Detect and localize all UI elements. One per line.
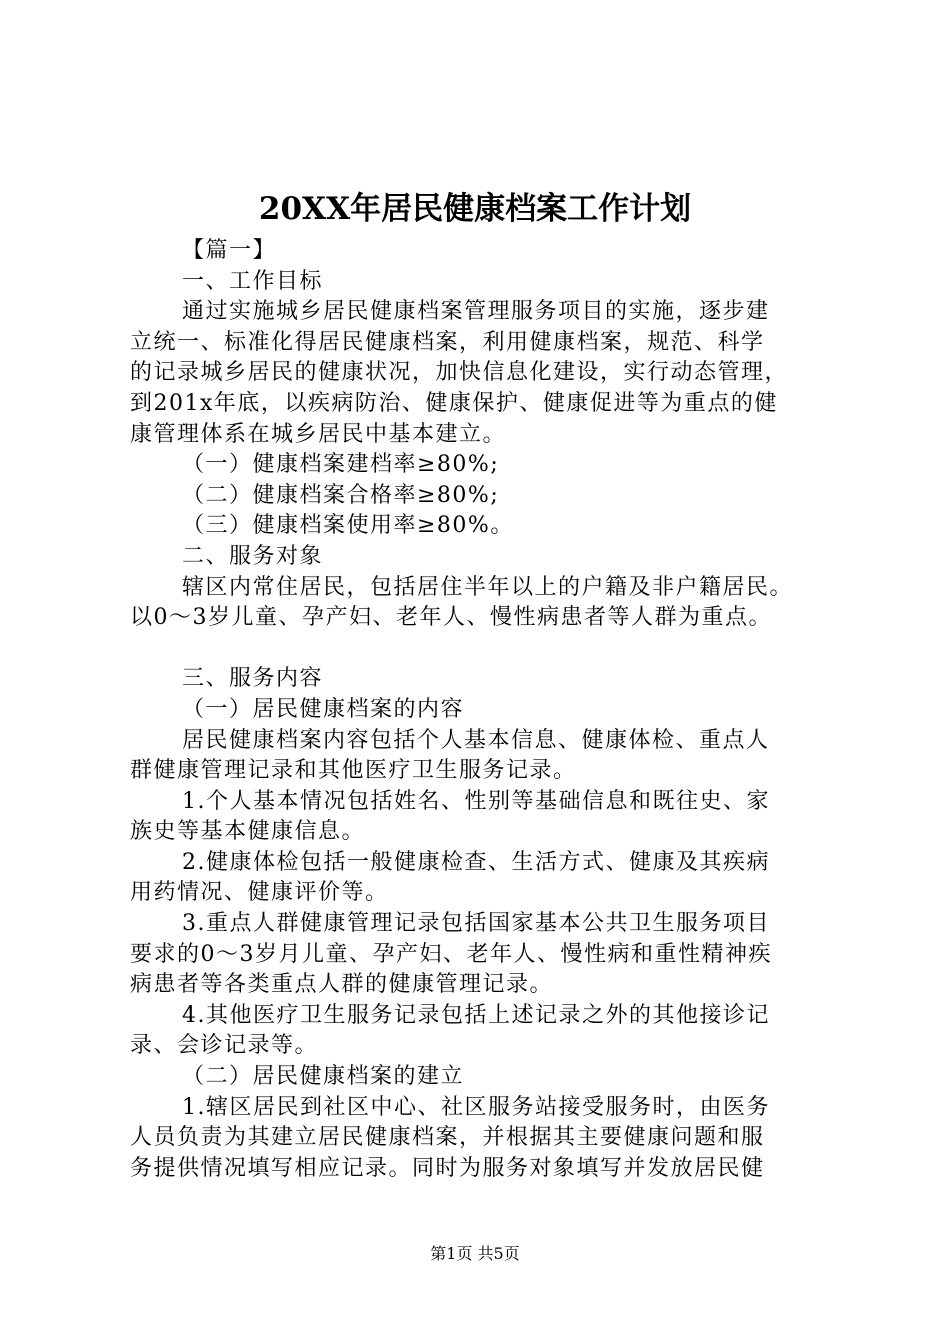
text-line: 录、会诊记录等。	[130, 1033, 319, 1059]
text-line: （一）健康档案建档率≥80%;	[182, 452, 500, 478]
text-line: 立统一、标准化得居民健康档案，利用健康档案，规范、科学	[130, 329, 765, 355]
text-line: （二）居民健康档案的建立	[182, 1064, 465, 1090]
text-line: 通过实施城乡居民健康档案管理服务项目的实施，逐步建	[182, 299, 770, 325]
text-line: 要求的0～3岁月儿童、孕产妇、老年人、慢性病和重性精神疾	[130, 941, 772, 967]
text-line: 以0～3岁儿童、孕产妇、老年人、慢性病患者等人群为重点。	[130, 605, 772, 631]
text-line: 人员负责为其建立居民健康档案，并根据其主要健康问题和服	[130, 1125, 765, 1151]
text-line: 2.健康体检包括一般健康检查、生活方式、健康及其疾病	[182, 849, 770, 875]
text-line: （三）健康档案使用率≥80%。	[182, 513, 514, 539]
text-line: 1.辖区居民到社区中心、社区服务站接受服务时，由医务	[182, 1094, 770, 1120]
page-footer: 第1页 共5页	[430, 1244, 520, 1263]
text-line: 病患者等各类重点人群的健康管理记录。	[130, 972, 554, 998]
text-line: 族史等基本健康信息。	[130, 819, 366, 845]
blank-line	[130, 634, 834, 665]
text-line: 用药情况、健康评价等。	[130, 880, 389, 906]
text-line: 康管理体系在城乡居民中基本建立。	[130, 421, 507, 447]
text-line: 三、服务内容	[182, 666, 324, 692]
text-line: 二、服务对象	[182, 543, 324, 569]
text-line: 群健康管理记录和其他医疗卫生服务记录。	[130, 758, 577, 784]
document-body	[130, 236, 834, 1184]
text-line: 务提供情况填写相应记录。同时为服务对象填写并发放居民健	[130, 1155, 765, 1181]
text-line: （二）健康档案合格率≥80%;	[182, 482, 500, 508]
text-line: （一）居民健康档案的内容	[182, 696, 465, 722]
text-line: 的记录城乡居民的健康状况，加快信息化建设，实行动态管理，	[130, 360, 789, 386]
text-line: 1.个人基本情况包括姓名、性别等基础信息和既往史、家	[182, 788, 770, 814]
text-line: 3.重点人群健康管理记录包括国家基本公共卫生服务项目	[182, 911, 770, 937]
text-line: 4.其他医疗卫生服务记录包括上述记录之外的其他接诊记	[182, 1002, 770, 1028]
text-line: 一、工作目标	[182, 268, 324, 294]
text-line: 居民健康档案内容包括个人基本信息、健康体检、重点人	[182, 727, 770, 753]
text-line: 到201x年底，以疾病防治、健康保护、健康促进等为重点的健	[130, 390, 778, 416]
document-title: 20XX年居民健康档案工作计划	[258, 191, 692, 227]
text-line: 【篇一】	[182, 238, 277, 263]
text-line: 辖区内常住居民，包括居住半年以上的户籍及非户籍居民。	[182, 574, 794, 600]
